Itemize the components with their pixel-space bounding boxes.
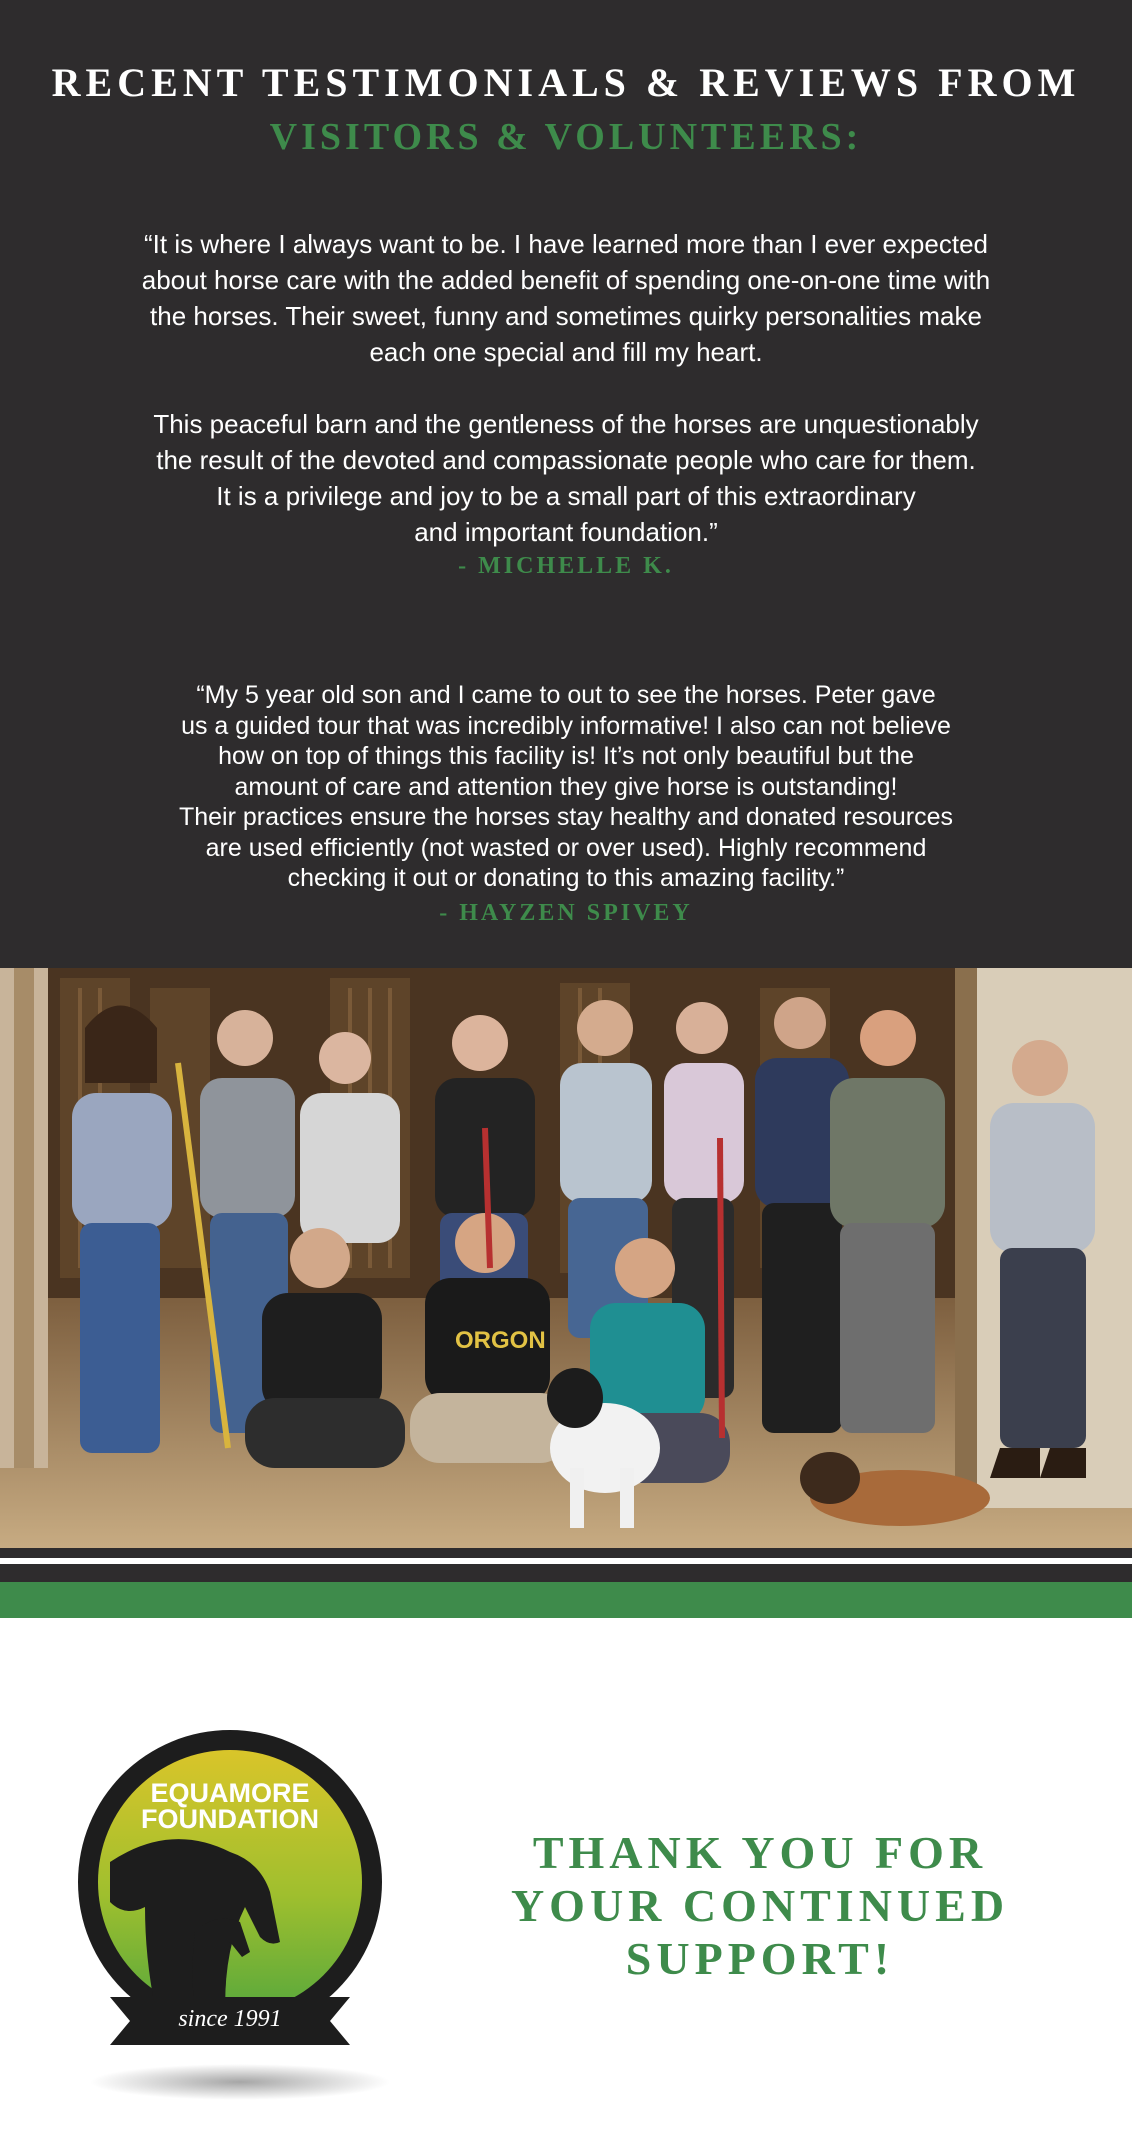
divider-stripe-green — [0, 1582, 1132, 1618]
section-heading-line2: VISITORS & VOLUNTEERS: — [269, 116, 863, 158]
thank-you-message — [440, 1826, 1080, 1985]
testimonial-2-author: - HAYZEN SPIVEY — [439, 900, 693, 926]
logo-name-line2: FOUNDATION — [141, 1804, 319, 1834]
volunteer-group-photo — [0, 968, 1132, 1548]
quote-line: checking it out or donating to this amazing facility.” — [287, 864, 845, 892]
divider-stripe-dark — [0, 1564, 1132, 1582]
testimonial-1-author: - MICHELLE K. — [458, 553, 674, 579]
thank-you-line3: SUPPORT! — [625, 1933, 895, 1984]
divider-stripe-dark — [0, 1548, 1132, 1558]
quote-line: us a guided tour that was incredibly informative! I also can not believe — [181, 711, 951, 740]
group-photo-illustration — [0, 968, 1132, 1548]
quote-line: amount of care and attention they give horse is outstanding! — [234, 772, 898, 801]
quote-line: Their practices ensure the horses stay healthy and donated resources — [178, 803, 954, 831]
section-heading-line1: RECENT TESTIMONIALS & REVIEWS FROM — [51, 60, 1081, 105]
quote-line: the result of the devoted and compassionate people who care for them. — [156, 445, 976, 475]
shirt-logo: ORGON — [455, 1327, 546, 1354]
quote-line: about horse care with the added benefit of spending one-on-one time with — [141, 265, 991, 295]
logo-since-year: since 1991 — [178, 2006, 282, 2032]
quote-line: how on top of things this facility is! It’s not only beautiful but the — [218, 742, 914, 770]
quote-line: each one special and fill my heart. — [369, 337, 763, 367]
quote-line: This peaceful barn and the gentleness of the horses are unquestionably — [153, 409, 979, 439]
logo-name-line1: EQUAMORE — [150, 1778, 310, 1808]
testimonial-2-paragraph — [0, 680, 1132, 894]
quote-line: “It is where I always want to be. I have learned more than I ever expected — [144, 229, 988, 259]
quote-line: “My 5 year old son and I came to out to see the horses. Peter gave — [196, 681, 936, 709]
testimonial-1-paragraph-1 — [0, 226, 1132, 370]
thank-you-line2: YOUR CONTINUED — [510, 1880, 1010, 1931]
quote-line: and important foundation.” — [414, 517, 718, 547]
testimonial-1-paragraph-2 — [0, 406, 1132, 550]
quote-line: the horses. Their sweet, funny and sometimes quirky personalities make — [150, 301, 982, 331]
quote-line: It is a privilege and joy to be a small part of this extraordinary — [216, 481, 916, 511]
quote-line: are used efficiently (not wasted or over used). Highly recommend — [205, 833, 927, 862]
thank-you-line1: THANK YOU FOR — [532, 1827, 988, 1878]
equamore-foundation-logo — [70, 1722, 390, 2102]
